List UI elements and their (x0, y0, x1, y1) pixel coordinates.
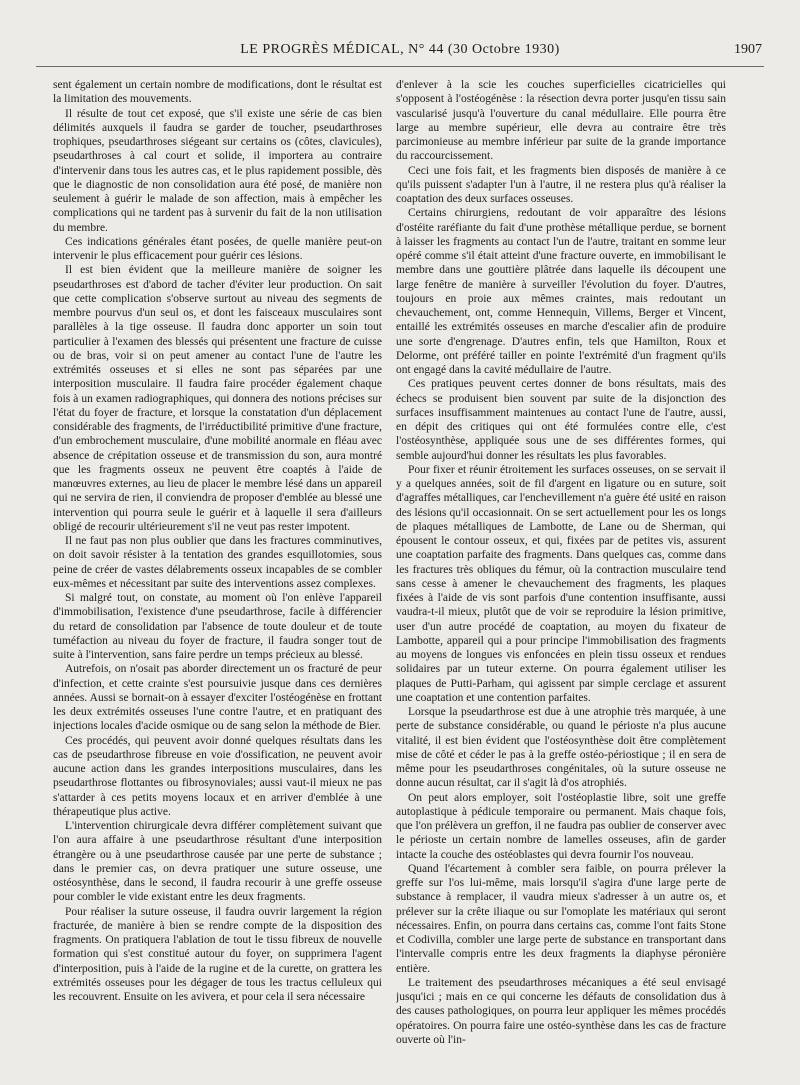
paragraph: L'intervention chirurgicale devra différer complètement suivant que l'on aura affaire à une pseudarthrose résultant d'une interposition étrangère ou à une pseudarthrose causée par une perte de substance ; dans le premier cas, on devra pratiquer une suture osseuse, une ostéosynthèse, dans le second, il faudra recourir à une greffe osseuse pour combler le vide existant entre les deux fragments. (53, 820, 382, 904)
left-column (53, 78, 382, 1063)
paragraph: Il ne faut pas non plus oublier que dans les fractures comminutives, on doit savoir résister à la tentation des grandes esquillotomies, sous peine de créer de vastes délabrements osseux incapables de se combler eux-mêmes et nécessitant par suite des interventions assez complexes. (53, 535, 382, 590)
paragraph: Ceci une fois fait, et les fragments bien disposés de manière à ce qu'ils puissent s'adapter l'un à l'autre, il ne restera plus qu'à réaliser la coaptation des deux surfaces osseuses. (396, 164, 726, 205)
header-rule (36, 66, 764, 67)
paragraph: Pour fixer et réunir étroitement les surfaces osseuses, on se servait il y a quelques années, soit de fil d'argent en ligature ou en suture, soit d'agraffes métalliques, car l'enchevillement n'a guère été usité en raison des lésions qu'il occasionnait. On se sert actuellement pour les os longs de plaques métalliques de Lambotte, de Lane ou de Sherman, qui épousent le contour osseux, et qui, fixées par de petites vis, assurent une coaptation parfaite des fragments. Dans quelques cas, comme dans les fractures très obliques du fémur, où la contraction musculaire tend sans cesse à amener le chevauchement des fragments, les plaques fixées à l'aide de vis sont parfois d'une contention insuffisante, aussi vaudra-t-il mieux, plutôt que de voir se reproduire la lésion primitive, user d'un autre procédé de coaptation, au moyen du fixateur de Lambotte, appareil qui a pour principe l'immobilisation des fragments au moyens de longues vis enfoncées en plein tissu osseux et rendues solidaires par un tuteur externe. On pourra également utiliser les plaques de Putti-Parham, qui agissent par simple cerclage et assurent une coaptation et une contention parfaites. (396, 463, 726, 704)
paragraph: Le traitement des pseudarthroses mécaniques a été seul envisagé jusqu'ici ; mais en ce qui concerne les défauts de consolidation dus à des causes pathologiques, on pourra leur appliquer les mêmes procédés opératoires. On pourra faire une ostéo-synthèse dans les cas de fracture ouverte où l'in- (396, 976, 726, 1046)
paragraph: sent également un certain nombre de modifications, dont le résultat est la limitation des mouvements. (53, 79, 382, 106)
paragraph: Lorsque la pseudarthrose est due à une atrophie très marquée, à une perte de substance considérable, ou quand le périoste n'a plus aucune vitalité, il est bien évident que l'ostéosynthèse doit être complètement mise de côté et céder le pas à la greffe ostéo-périostique ; il en sera de même pour les pseudarthroses congénitales, où la suture osseuse ne donne aucun résultat, car il s'agit là d'os atrophiés. (396, 706, 726, 790)
paragraph: Il est bien évident que la meilleure manière de soigner les pseudarthroses est d'abord de tacher d'éviter leur production. On sait que cette complication s'observe surtout au niveau des segments de membre pourvus d'un seul os, et dont les faisceaux musculaires sont parallèles à la tige osseuse. Il faudra donc apporter un soin tout particulier à l'examen des blessés qui présentent une fracture de cuisse ou de bras, voir si on peut amener au contact l'une de l'autre les extrémités osseuses et si elles ne sont pas séparées par une interposition musculaire. Il faudra faire procéder également chaque fois à un examen radiographiques, qui donnera des notions précises sur l'état du foyer de fracture, et lorsque la constatation d'un déplacement considérable des fragments, de l'irréductibilité primitive d'une fracture, d'un embrochement musculaire, d'une mobilité anormale en fléau avec absence de crépitation osseuse et de transmission du son, aura montré que les fragments osseux ne peuvent être coaptés à l'aide de manœuvres externes, au lieu de placer le membre lésé dans un appareil qui ne servira de rien, il conviendra de proposer d'emblée au blessé une intervention qui pourra seule le guérir et à laquelle il sera d'ailleurs obligé de recourir ultérieurement s'il ne veut pas rester impotent. (53, 264, 382, 533)
page-number: 1907 (734, 42, 762, 57)
paragraph: Ces indications générales étant posées, de quelle manière peut-on intervenir le plus efficacement pour guérir ces lésions. (53, 235, 382, 262)
paragraph: Certains chirurgiens, redoutant de voir apparaître des lésions d'ostéite raréfiante du fait d'une prothèse métallique perdue, se bornent à laisser les fragments au contact l'un de l'autre, traitant en somme leur opéré comme s'il était atteint d'une fracture ouverte, en immobilisant le membre dans une gouttière plâtrée dans laquelle ils découpent une large fenêtre de manière à surveiller l'évolution du foyer. D'autres, toujours en proie aux mêmes craintes, mais redoutant un chevauchement, ont, comme Hennequin, Villems, Berger et Vincent, entaillé les extrémités osseuses en marche d'escalier afin de produire une sorte d'engrenage. D'autres enfin, tels que Hamilton, Roux et Delorme, ont préféré tailler en pointe l'extrémité d'un fragment qu'ils ont engagé dans la cavité médullaire de l'autre. (396, 207, 726, 376)
paragraph: Pour réaliser la suture osseuse, il faudra ouvrir largement la région fracturée, de manière à bien se rendre compte de la disposition des fragments. On pratiquera l'ablation de tout le tissu fibreux de nouvelle formation qui s'est constitué autour du foyer, on supprimera l'agent d'interposition, puis à l'aide de la rugine et de la curette, on grattera les extrémités osseuses pour les dégager de tous les tractus celluleux qui les recouvrent. Ensuite on les avivera, et pour cela il sera nécessaire (53, 905, 382, 1003)
paragraph: Autrefois, on n'osait pas aborder directement un os fracturé de peur d'infection, et cette crainte s'est poursuivie jusque dans ces dernières années. Aussi se bornait-on à essayer d'exciter l'ostéogénèse en frottant les deux extrémités osseuses l'une contre l'autre, et en pratiquant des injections locales d'acide osmique ou de sang selon la méthode de Bier. (53, 663, 382, 733)
page-header (36, 42, 764, 64)
paragraph: Quand l'écartement à combler sera faible, on pourra prélever la greffe sur l'os lui-même, mais lorsqu'il s'agira d'une large perte de substance à remplacer, il vaudra mieux s'adresser à un autre os, et prélever sur la crête iliaque ou sur l'omoplate les matériaux qui seront nécessaires. Enfin, on pourra dans certains cas, comme l'ont faits Stone et Codivilla, combler une large perte de substance en transportant dans l'intervalle compris entre les deux fragments la diaphyse péronière entière. (396, 862, 726, 975)
paragraph: Il résulte de tout cet exposé, que s'il existe une série de cas bien délimités auxquels il faudra se garder de toucher, pseudarthroses trophiques, pseudarthroses siégeant sur certains os (côtes, clavicules), pseudarthroses à cal court et solide, il importera au contraire d'intervenir dans tous les autres cas, et le plus rapidement possible, dès que le diagnostic de non consolidation aura été posé, de manière non seulement à guérir le malade de son affection, mais à empêcher les complications qui ne tardent pas à survenir du fait de la non utilisation du membre. (53, 107, 382, 234)
paragraph: Ces pratiques peuvent certes donner de bons résultats, mais des échecs se produisent bien souvent par suite de la disjonction des surfaces insuffisamment maintenues au contact l'une de l'autre, aussi, en dépit des critiques qui ont été formulées contre elle, c'est l'ostéosynthèse, appliquée sous une de ses différentes formes, qui semble aujourd'hui donner les résultats les plus favorables. (396, 378, 726, 462)
paragraph: Si malgré tout, on constate, au moment où l'on enlève l'appareil d'immobilisation, l'existence d'une pseudarthrose, facile à différencier du retard de consolidation par l'absence de toute douleur et de toute tuméfaction au niveau du foyer de fracture, il faudra songer tout de suite à l'intervention, sans faire perdre un temps précieux au blessé. (53, 592, 382, 661)
paragraph: On peut alors employer, soit l'ostéoplastie libre, soit une greffe autoplastique à pédicule temporaire ou permanent. Mais chaque fois, que l'on prélèvera un greffon, il ne faudra pas oublier de conserver avec le périoste un certain nombre de lamelles osseuses, afin de garder intacte la couche des ostéoblastes qui devra fournir l'os nouveau. (396, 791, 726, 861)
paragraph: d'enlever à la scie les couches superficielles cicatricielles qui s'opposent à l'ostéogénèse : la résection devra porter jusqu'en tissu sain vascularisé jusqu'à l'ouverture du canal médullaire. Elle pourra être large au membre supérieur, elle devra au contraire être très parcimonieuse au membre inférieur par suite de la grande importance du raccourcissement. (396, 79, 726, 163)
running-title: LE PROGRÈS MÉDICAL, N° 44 (30 Octobre 1930) (240, 42, 560, 57)
right-column (396, 78, 726, 1063)
paragraph: Ces procédés, qui peuvent avoir donné quelques résultats dans les cas de pseudarthrose fibreuse en voie d'ossification, ne peuvent avoir aucune action dans les grandes interpositions musculaires, dans les pseudarthrose flottantes ou fibrosynoviales; aussi vaut-il mieux ne pas s'attarder à ces petits moyens locaux et en arriver d'emblée à une thérapeutique plus active. (53, 734, 382, 818)
